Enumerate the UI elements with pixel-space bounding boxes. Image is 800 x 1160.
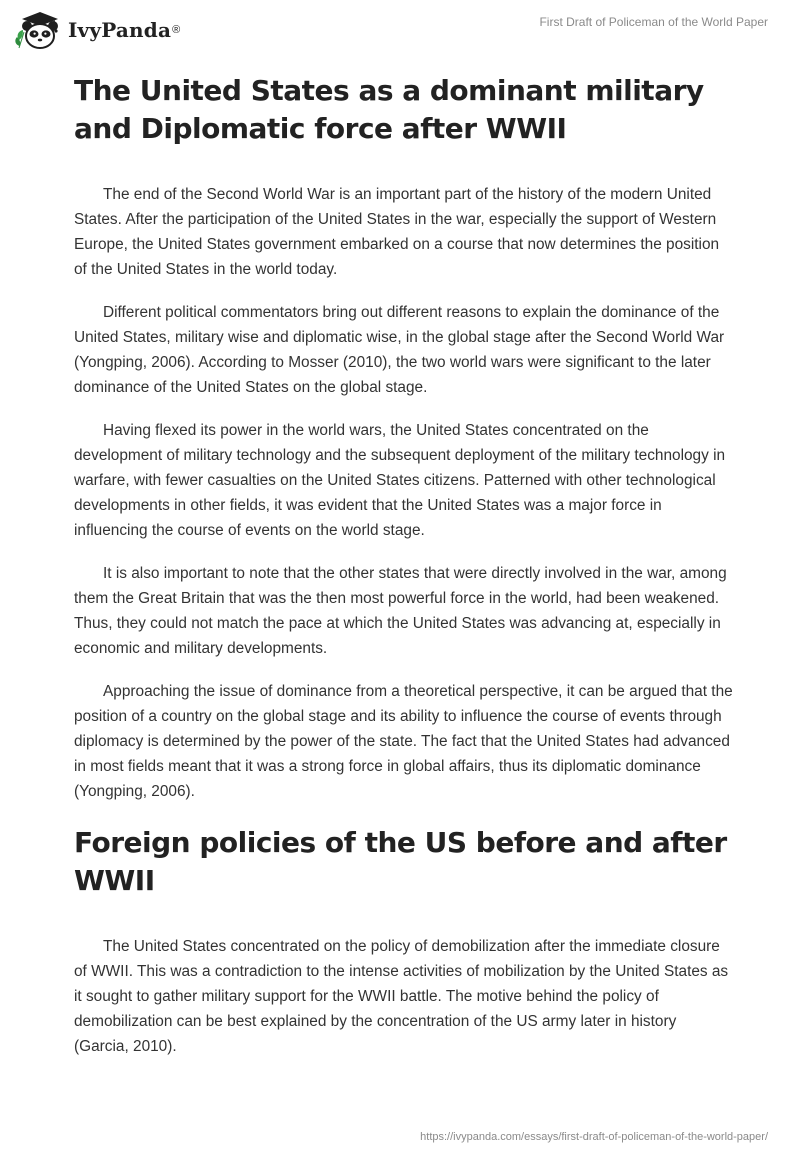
paragraph: Approaching the issue of dominance from a theoretical perspective, it can be argued that the position of a country on the global stage and its ability to influence the course of events through diplomacy is determined by the power of the state. The fact that the United States had advanced in most fields meant that it was a strong force in global affairs, thus its diplomatic dominance (Yongping, 2006).	[74, 683, 733, 800]
page-header	[0, 0, 800, 60]
registered-mark: ®	[172, 24, 181, 36]
section-heading: The United States as a dominant military and Diplomatic force after WWII	[74, 74, 704, 145]
essay-content	[74, 72, 734, 1077]
paragraph: The end of the Second World War is an important part of the history of the modern United States. After the participation of the United States in the war, especially the support of Western Europe, the United States government embarked on a course that now determines the position of the United States in the world today.	[74, 186, 720, 278]
paragraph: Having flexed its power in the world wars, the United States concentrated on the development of military technology and the subsequent deployment of the military technology in warfare, with fewer casualties on the United States citizens. Patterned with other technological developments in other fields, it was evident that the United States was a major force in influencing the course of events on the world stage.	[74, 422, 726, 539]
brand-logo[interactable]	[14, 10, 180, 50]
section-heading: Foreign policies of the US before and after WWII	[74, 826, 727, 897]
source-url[interactable]: https://ivypanda.com/essays/first-draft-of-policeman-of-the-world-paper/	[420, 1131, 768, 1143]
paragraph: Different political commentators bring out different reasons to explain the dominance of the United States, military wise and diplomatic wise, in the global stage after the Second World War (Yongping, 2006). According to Mosser (2010), the two world wars were significant to the later dominance of the United States on the global stage.	[74, 304, 725, 396]
document-title: First Draft of Policeman of the World Paper	[539, 15, 768, 29]
paragraph: It is also important to note that the other states that were directly involved in the war, among them the Great Britain that was the then most powerful force in the world, had been weakened. Thus, they could not match the pace at which the United States was advancing at, especially in economic and military developments.	[74, 565, 727, 657]
brand-name: IvyPanda	[68, 18, 172, 42]
panda-graduate-icon	[14, 10, 62, 50]
paragraph: The United States concentrated on the policy of demobilization after the immediate closure of WWII. This was a contradiction to the intense activities of mobilization by the United States as it sought to gather military support for the WWII battle. The motive behind the policy of demobilization can be best explained by the concentration of the US army later in history (Garcia, 2010).	[74, 938, 729, 1055]
